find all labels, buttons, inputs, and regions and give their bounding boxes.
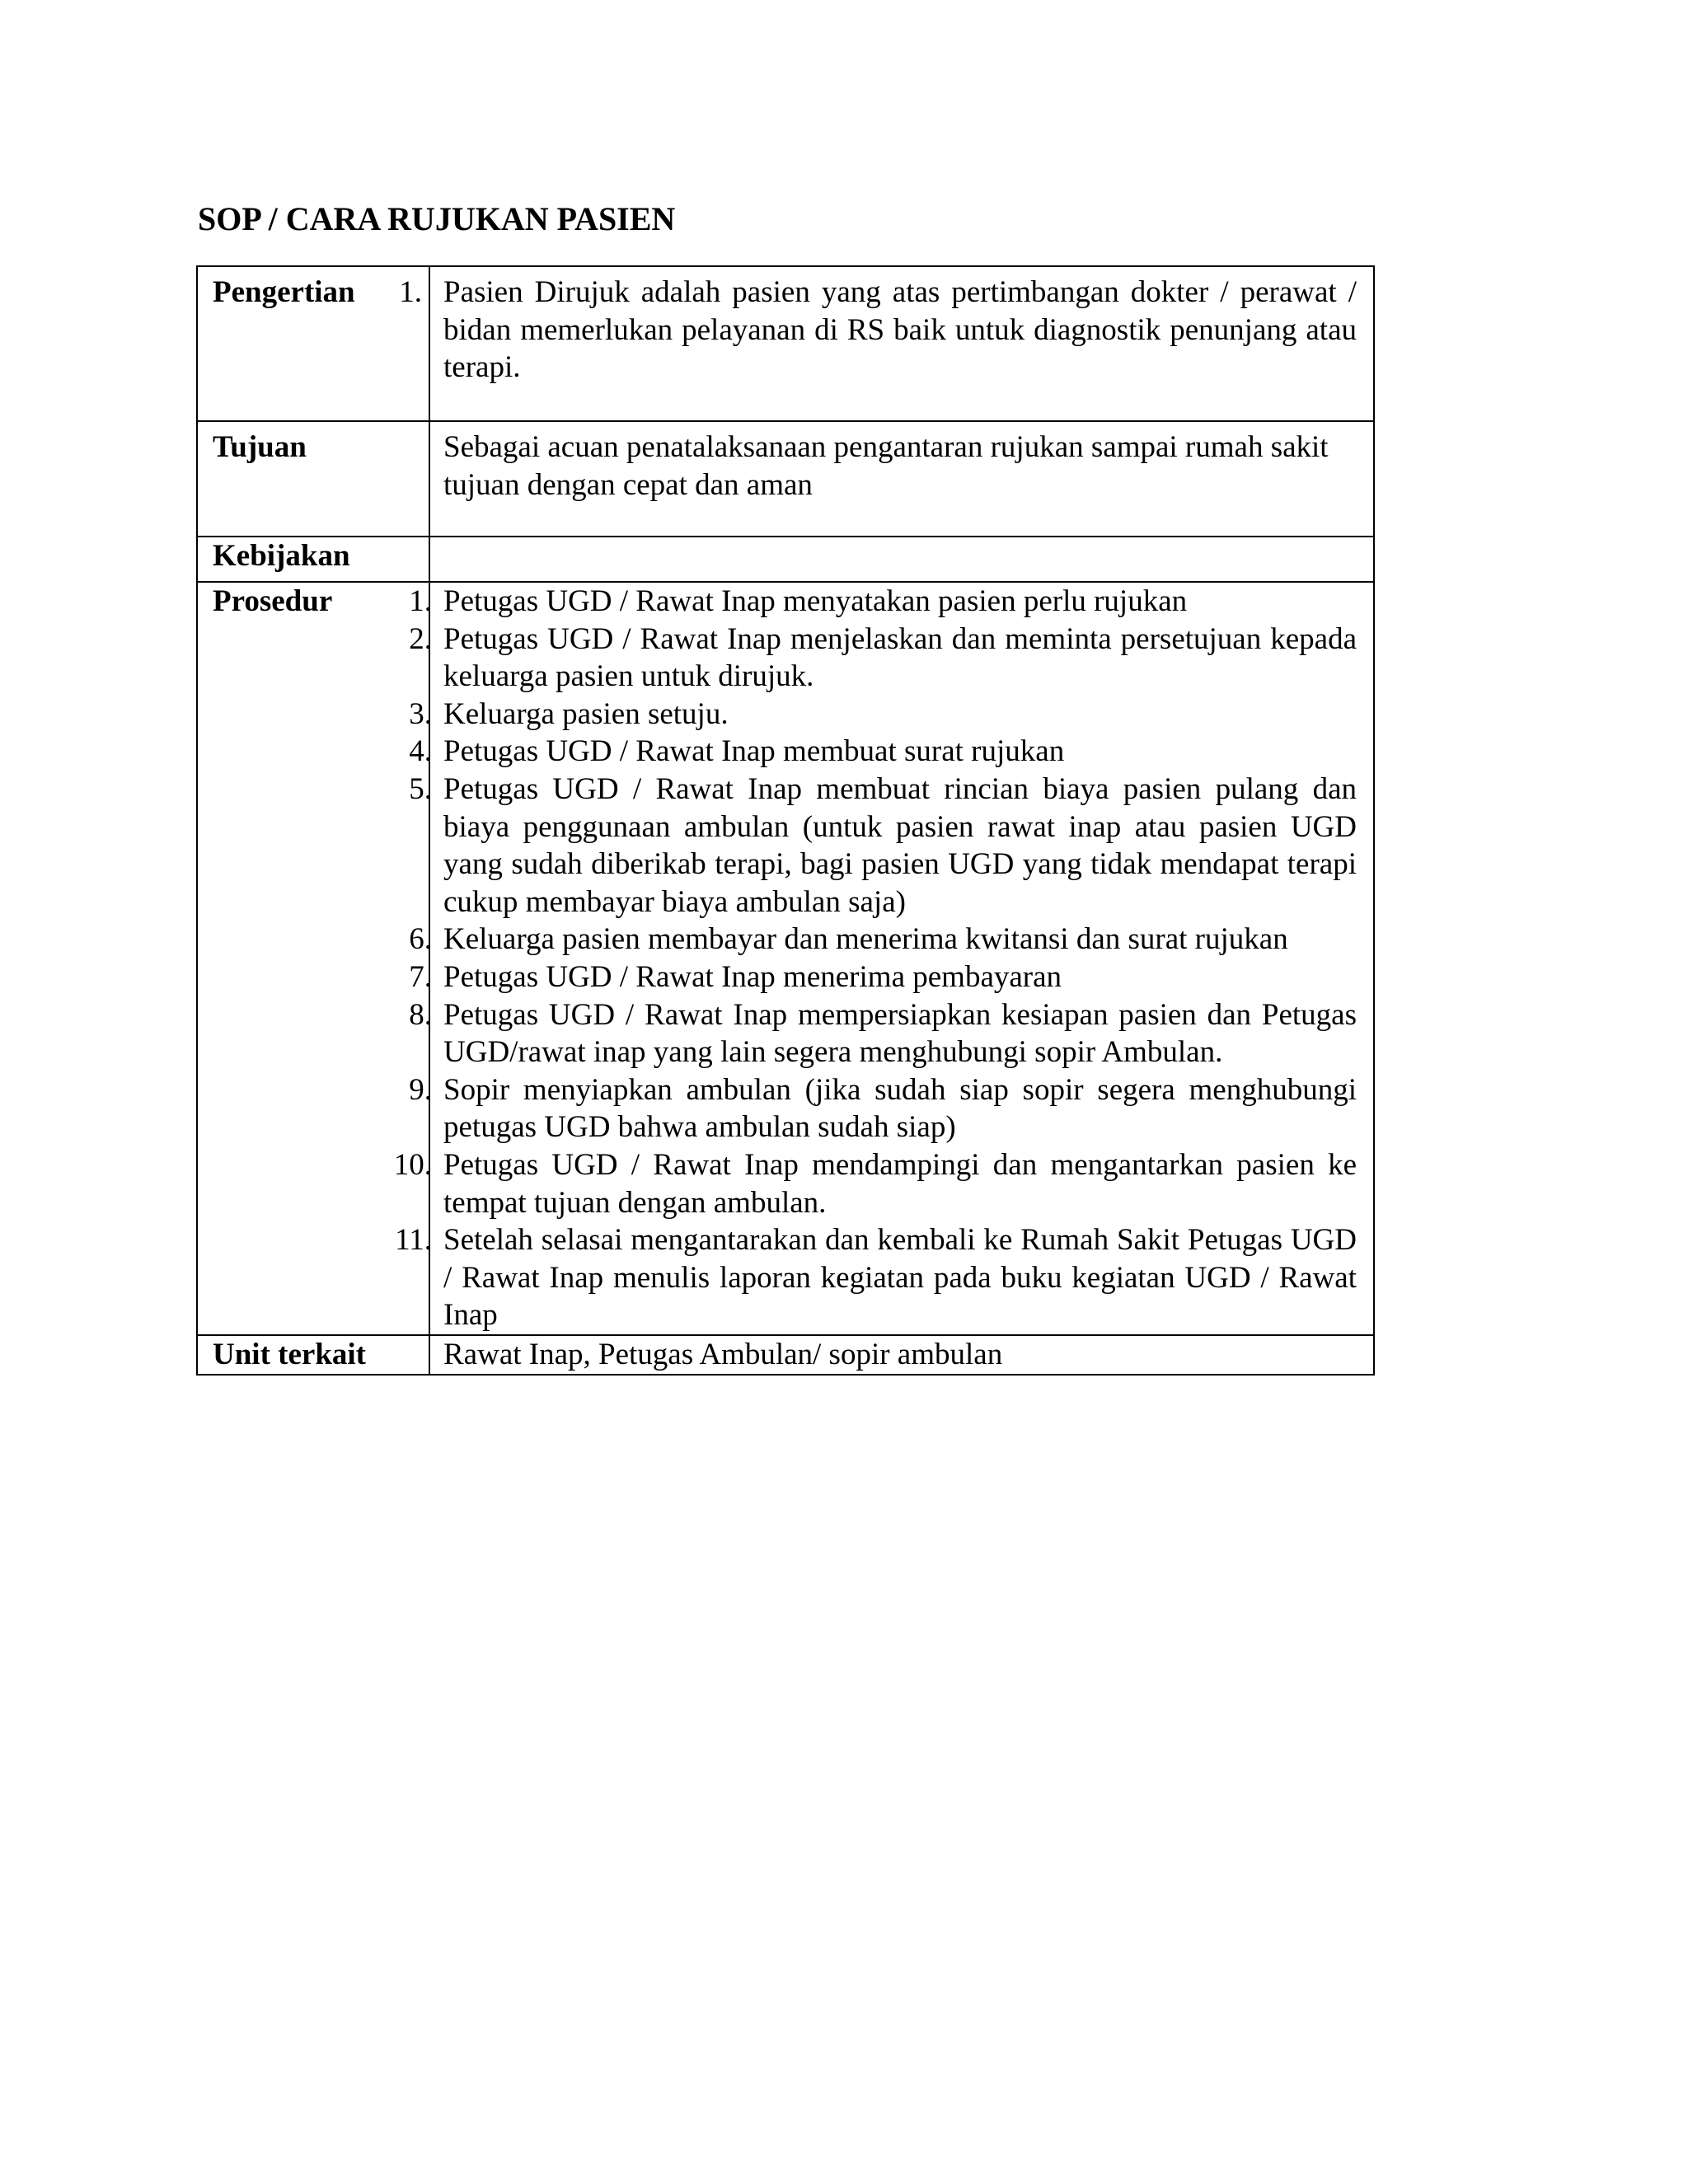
step-text: Petugas UGD / Rawat Inap mendampingi dan mengantarkan pasien ke tempat tujuan dengan ambulan. <box>443 1147 1357 1220</box>
procedure-step <box>409 996 1357 1071</box>
procedure-step <box>409 958 1357 996</box>
document-title: SOP / CARA RUJUKAN PASIEN <box>198 200 676 237</box>
step-number: 10. <box>393 1147 432 1182</box>
step-text: Sopir menyiapkan ambulan (jika sudah siap sopir segera menghubungi petugas UGD bahwa ambulan sudah siap) <box>443 1072 1357 1145</box>
procedure-step <box>395 1221 1357 1334</box>
pengertian-body-cell <box>429 266 1374 421</box>
procedure-step <box>409 733 1357 771</box>
step-number: 11. <box>395 1223 432 1258</box>
step-number: 3. <box>409 696 432 731</box>
procedure-list <box>393 583 1357 1334</box>
pengertian-number: 1. <box>399 275 422 309</box>
step-number: 8. <box>409 997 432 1032</box>
row-pengertian <box>197 266 1374 421</box>
unit-terkait-label-cell <box>197 1335 429 1375</box>
step-text: Keluarga pasien setuju. <box>443 696 729 731</box>
procedure-step <box>409 921 1357 958</box>
step-text: Petugas UGD / Rawat Inap mempersiapkan kesiapan pasien dan Petugas UGD/rawat inap yang lain segera menghubungi sopir Ambulan. <box>443 997 1357 1070</box>
row-kebijakan <box>197 537 1374 582</box>
tujuan-body-cell <box>429 421 1374 537</box>
pengertian-label-cell <box>197 266 429 421</box>
tujuan-label: Tujuan <box>213 430 307 464</box>
step-text: Petugas UGD / Rawat Inap menyatakan pasien perlu rujukan <box>443 584 1188 618</box>
step-number: 6. <box>409 922 432 957</box>
pengertian-label: Pengertian <box>213 275 355 309</box>
kebijakan-body-cell <box>429 537 1374 582</box>
step-number: 5. <box>409 771 432 806</box>
pengertian-text: Pasien Dirujuk adalah pasien yang atas pertimbangan dokter / perawat / bidan memerlukan pelayanan di RS baik untuk diagnostik penunjang atau terapi. <box>443 275 1357 385</box>
unit-terkait-text: Rawat Inap, Petugas Ambulan/ sopir ambulan <box>443 1337 1003 1371</box>
step-number: 4. <box>409 734 432 769</box>
step-text: Petugas UGD / Rawat Inap membuat rincian biaya pasien pulang dan biaya penggunaan ambulan (untuk pasien rawat inap atau pasien UGD yang sudah diberikab terapi, bagi pasien UGD yang tidak mendapat terapi cukup membayar biaya ambulan saja) <box>443 771 1357 919</box>
step-text: Petugas UGD / Rawat Inap membuat surat rujukan <box>443 734 1065 769</box>
step-text: Petugas UGD / Rawat Inap menerima pembayaran <box>443 959 1062 994</box>
procedure-step <box>409 771 1357 921</box>
unit-terkait-label: Unit terkait <box>213 1337 366 1371</box>
step-number: 7. <box>409 959 432 994</box>
prosedur-label: Prosedur <box>213 584 333 618</box>
kebijakan-label: Kebijakan <box>213 539 350 573</box>
procedure-step <box>409 583 1357 621</box>
row-tujuan <box>197 421 1374 537</box>
procedure-step <box>393 1146 1357 1221</box>
step-text: Petugas UGD / Rawat Inap menjelaskan dan meminta persetujuan kepada keluarga pasien untuk dirujuk. <box>443 621 1357 694</box>
procedure-step <box>409 621 1357 696</box>
step-text: Setelah selasai mengantarakan dan kembali ke Rumah Sakit Petugas UGD / Rawat Inap menulis laporan kegiatan pada buku kegiatan UGD / Rawat Inap <box>443 1223 1357 1333</box>
step-text: Keluarga pasien membayar dan menerima kwitansi dan surat rujukan <box>443 922 1288 957</box>
row-unit-terkait <box>197 1335 1374 1375</box>
step-number: 2. <box>409 621 432 656</box>
unit-terkait-body-cell <box>429 1335 1374 1375</box>
row-prosedur <box>197 582 1374 1335</box>
kebijakan-label-cell <box>197 537 429 582</box>
procedure-step <box>409 696 1357 733</box>
step-number: 1. <box>409 584 432 618</box>
sop-table <box>196 265 1375 1376</box>
tujuan-label-cell <box>197 421 429 537</box>
procedure-step <box>409 1071 1357 1146</box>
step-number: 9. <box>409 1072 432 1107</box>
prosedur-body-cell <box>393 582 1374 1335</box>
tujuan-text: Sebagai acuan penatalaksanaan pengantaran rujukan sampai rumah sakit tujuan dengan cepat dan aman <box>443 430 1329 502</box>
